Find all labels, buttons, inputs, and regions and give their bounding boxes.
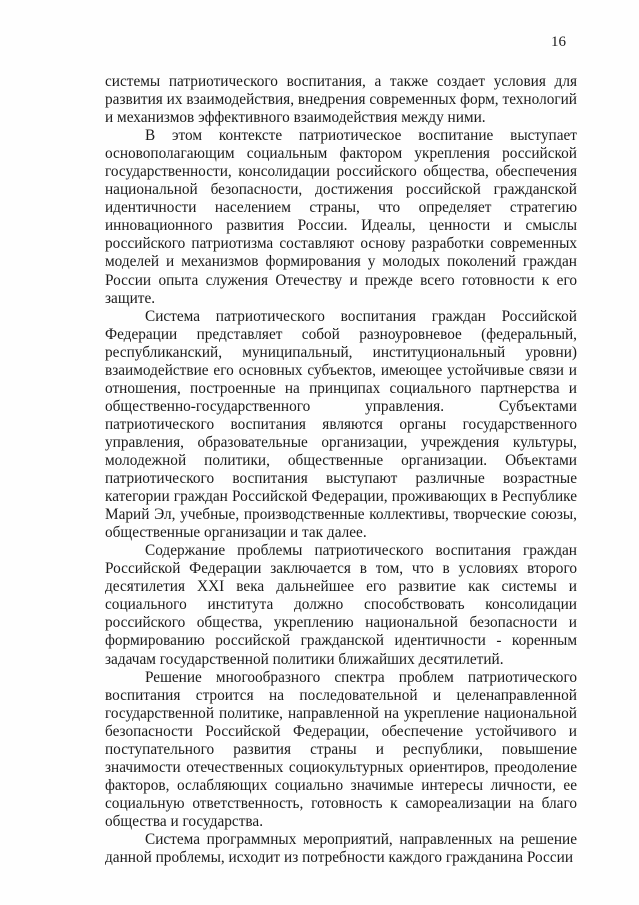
paragraph-continuation: системы патриотического воспитания, а также создает условия для развития их взаимодействия, внедрения современных форм, технологий и механизмов эффективного взаимодействия между ними. bbox=[105, 73, 577, 127]
paragraph: Содержание проблемы патриотического воспитания граждан Российской Федерации заключается в том, что в условиях второго десятилетия XXI века дальнейшее его развитие как системы и социального института должно способствовать консолидации российского общества, укреплению национальной безопасности и формированию российской гражданской идентичности - коренным задачам государственной политики ближайших десятилетий. bbox=[105, 542, 577, 668]
paragraph: В этом контексте патриотическое воспитание выступает основополагающим социальным фактором укрепления российской государственности, консолидации российского общества, обеспечения национальной безопасности, достижения российской гражданской идентичности населением страны, что определяет стратегию инновационного развития России. Идеалы, ценности и смыслы российского патриотизма составляют основу разработки современных моделей и механизмов формирования у молодых поколений граждан России опыта служения Отечеству и прежде всего готовности к его защите. bbox=[105, 127, 577, 307]
document-body bbox=[105, 73, 577, 867]
paragraph: Система программных мероприятий, направленных на решение данной проблемы, исходит из потребности каждого гражданина России bbox=[105, 830, 577, 867]
page-number: 16 bbox=[551, 34, 566, 50]
paragraph: Система патриотического воспитания граждан Российской Федерации представляет собой разноуровневое (федеральный, республиканский, муниципальный, институциональный уровни) взаимодействие его основных субъектов, имеющее устойчивые связи и отношения, построенные на принципах социального партнерства и общественно-государственного управления. Субъектами патриотического воспитания являются органы государственного управления, образовательные организации, учреждения культуры, молодежной политики, общественные организации. Объектами патриотического воспитания выступают различные возрастные категории граждан Российской Федерации, проживающих в Республике Марий Эл, учебные, производственные коллективы, творческие союзы, общественные организации и так далее. bbox=[105, 307, 577, 542]
paragraph: Решение многообразного спектра проблем патриотического воспитания строится на последовательной и целенаправленной государственной политике, направленной на укрепление национальной безопасности Российской Федерации, обеспечение устойчивого и поступательного развития страны и республики, повышение значимости отечественных социокультурных ориентиров, преодоление факторов, ослабляющих социально значимые интересы личности, ее социальную ответственность, готовность к самореализации на благо общества и государства. bbox=[105, 668, 577, 830]
